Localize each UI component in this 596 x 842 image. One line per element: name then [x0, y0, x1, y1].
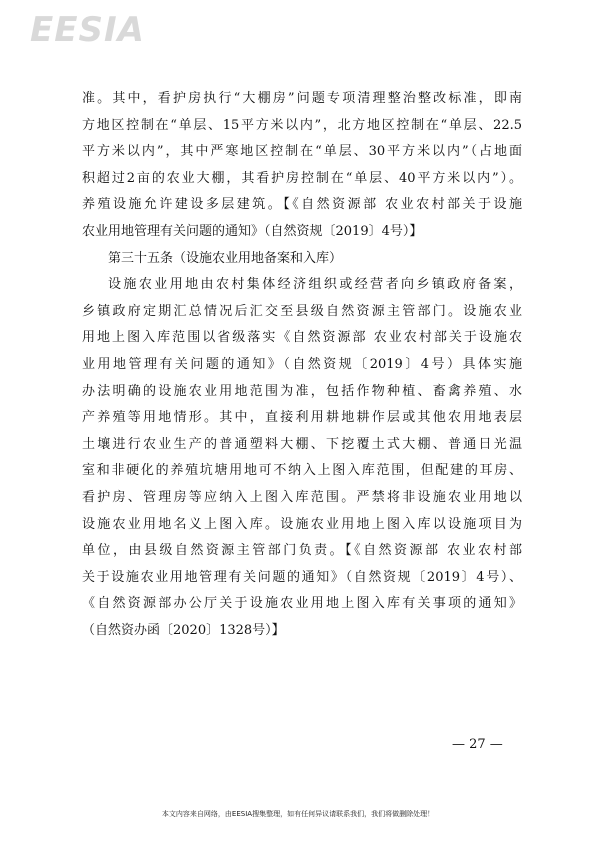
- text-line: 设施农业用地由农村集体经济组织或经营者向乡镇政府备案，: [108, 277, 522, 293]
- document-body: [82, 86, 522, 644]
- text-line: 积超过2亩的农业大棚，其看护房控制在“单层、40平方米以内”）。: [82, 170, 522, 186]
- page-number: — 27 —: [452, 737, 503, 752]
- article-heading: 第三十五条（设施农业用地备案和入库）: [108, 250, 343, 266]
- text-line: 办法明确的设施农业用地范围为准，包括作物种植、畜禽养殖、水: [82, 383, 522, 399]
- text-line: 室和非硬化的养殖坑塘用地可不纳入上图入库范围，但配建的耳房、: [82, 463, 522, 479]
- text-line: 养殖设施允许建设多层建筑。【《自然资源部 农业农村部关于设施: [82, 197, 522, 213]
- text-line: 乡镇政府定期汇总情况后汇交至县级自然资源主管部门。设施农业: [82, 303, 522, 319]
- paragraph-filing: [82, 272, 522, 644]
- text-line: 产养殖等用地情形。其中，直接利用耕地耕作层或其他农用地表层: [82, 410, 522, 426]
- text-line: 业用地管理有关问题的通知》（自然资规〔2019〕4号）具体实施: [82, 356, 522, 372]
- text-line: 准。其中，看护房执行“大棚房”问题专项清理整治整改标准，即南: [82, 91, 522, 106]
- text-line: 用地上图入库范围以省级落实《自然资源部 农业农村部关于设施农: [82, 330, 522, 346]
- text-line: 看护房、管理房等应纳入上图入库范围。严禁将非设施农业用地以: [82, 489, 522, 505]
- eesia-logo: EESIA: [30, 10, 145, 50]
- text-line: 平方米以内”，其中严寒地区控制在“单层、30平方米以内”（占地面: [82, 144, 522, 160]
- footer-note: 本文内容来自网络，由EESIA搜集整理，如有任何异议请联系我们，我们将做删除处理！: [161, 810, 435, 818]
- text-line: （自然资办函〔2020〕1328号）】: [82, 622, 285, 638]
- text-line: 《自然资源部办公厅关于设施农业用地上图入库有关事项的通知》: [82, 596, 522, 612]
- text-line: 方地区控制在“单层、15平方米以内”，北方地区控制在“单层、22.5: [82, 117, 522, 133]
- text-line: 土壤进行农业生产的普通塑料大棚、下挖覆土式大棚、普通日光温: [82, 436, 522, 452]
- text-line: 农业用地管理有关问题的通知》（自然资规〔2019〕4号）】: [82, 223, 423, 239]
- text-line: 关于设施农业用地管理有关问题的通知》（自然资规〔2019〕4号）、: [82, 569, 522, 585]
- text-line: 设施农业用地名义上图入库。设施农业用地上图入库以设施项目为: [82, 516, 522, 532]
- paragraph-standards: [82, 86, 522, 246]
- text-line: 单位，由县级自然资源主管部门负责。【《自然资源部 农业农村部: [82, 543, 522, 559]
